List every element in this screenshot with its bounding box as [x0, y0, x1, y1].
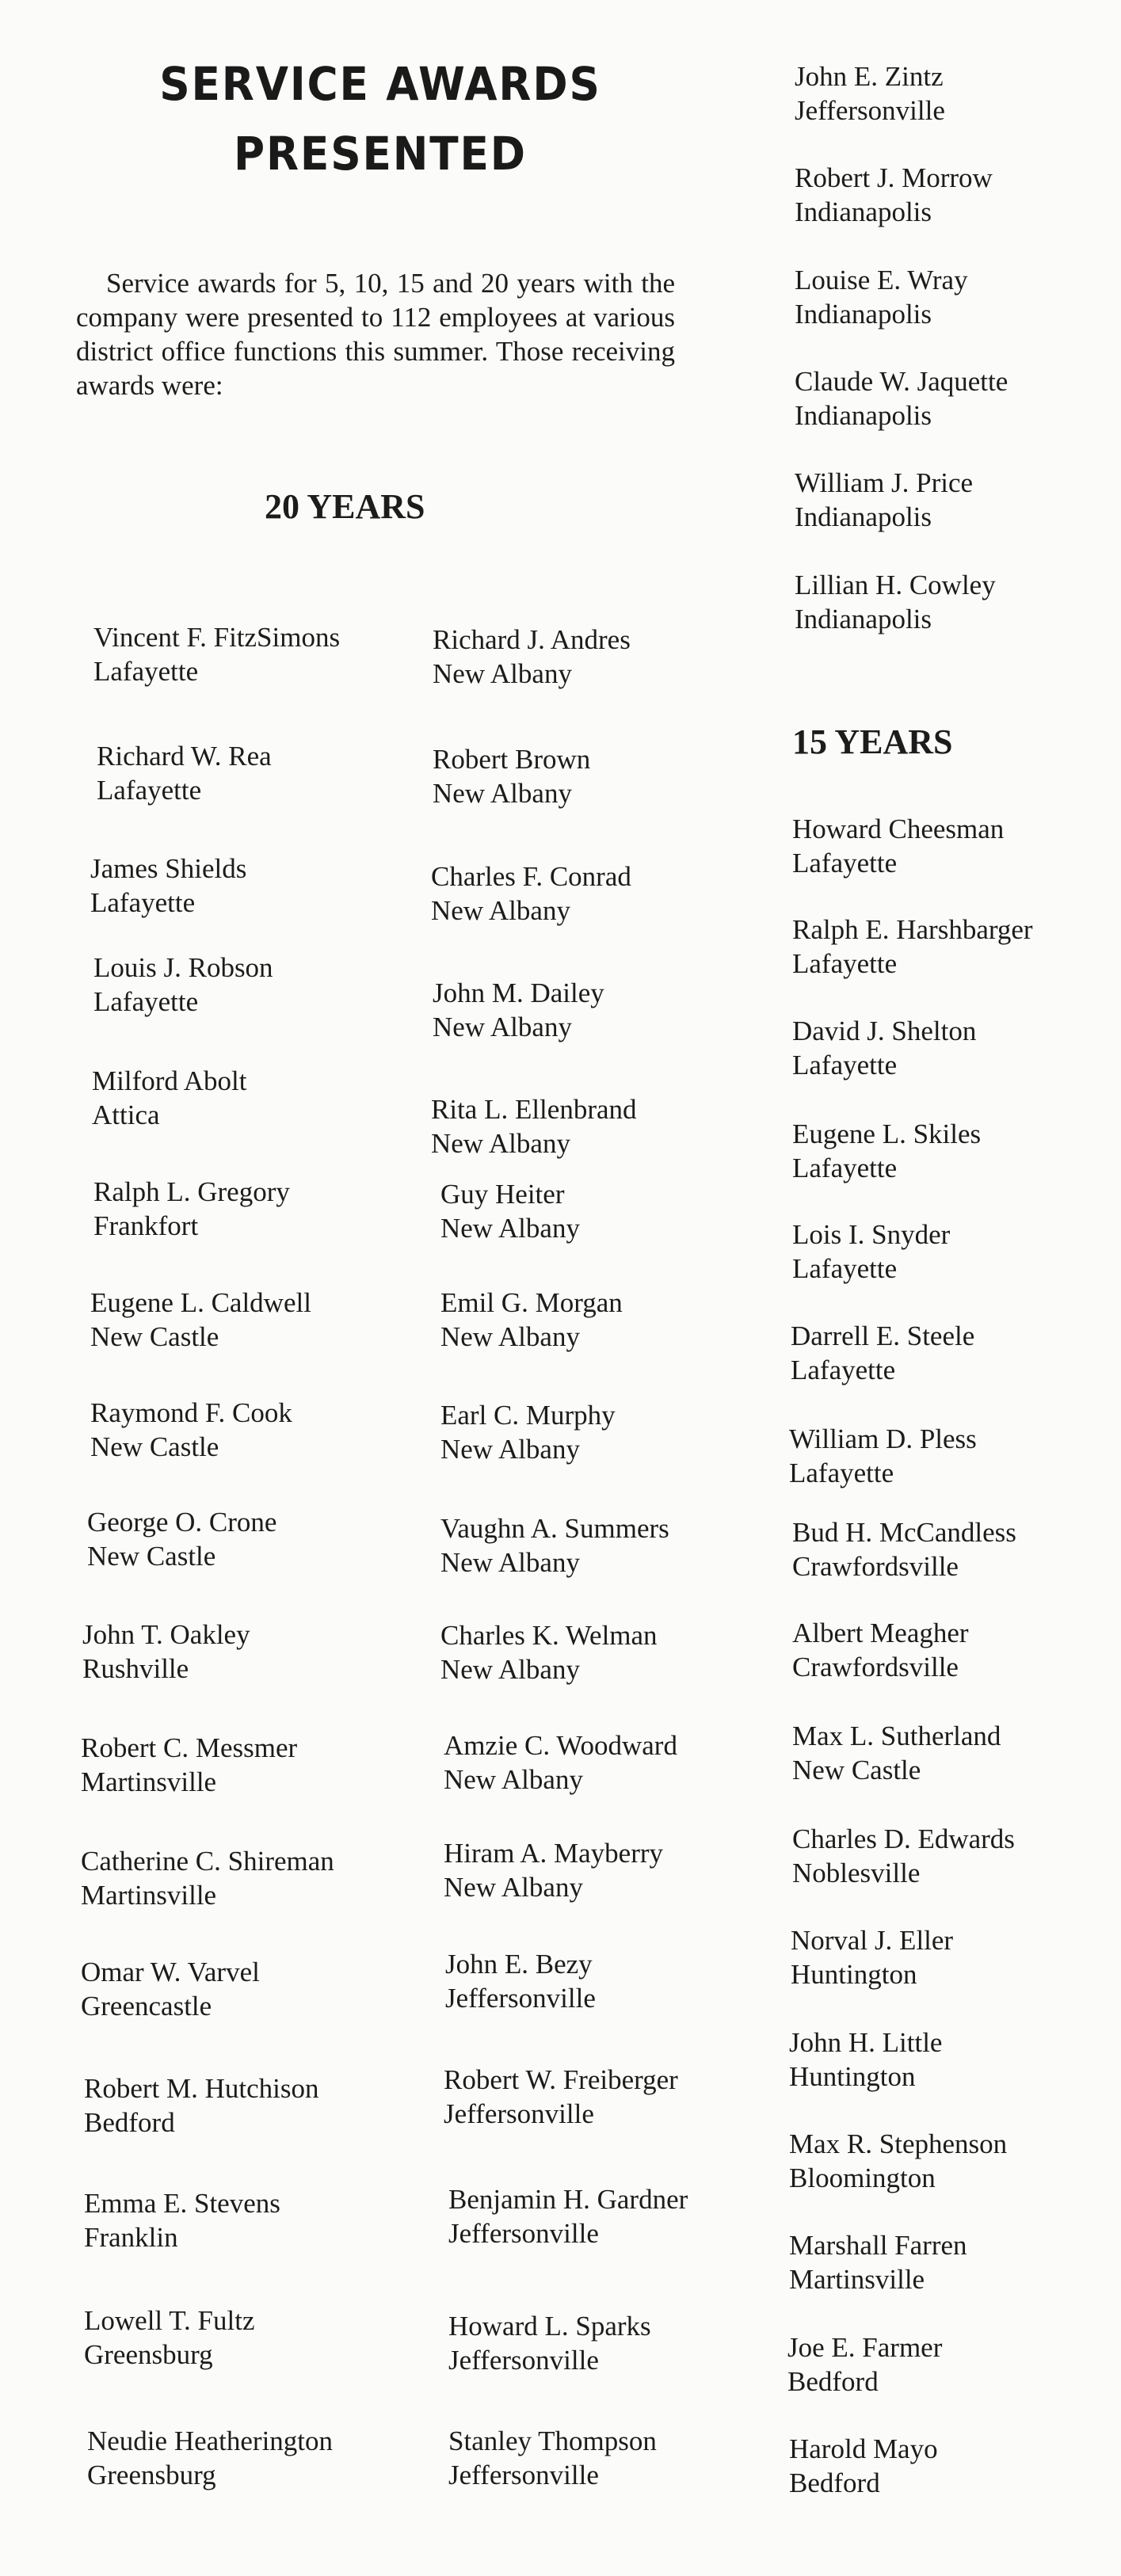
page-title: [63, 49, 697, 189]
awardee-entry: [789, 2228, 967, 2296]
awardee-entry: [791, 1923, 953, 1991]
awardee-entry: [431, 1092, 637, 1160]
awardee-name: John H. Little: [789, 2027, 943, 2058]
awardee-city: Lafayette: [97, 775, 202, 806]
awardee-city: Lafayette: [792, 1253, 898, 1284]
awardee-entry: [433, 742, 590, 810]
awardee-name: Howard L. Sparks: [448, 2311, 651, 2342]
awardee-entry: [440, 1398, 616, 1466]
awardee-name: Richard W. Rea: [97, 741, 272, 772]
awardee-name: Charles K. Welman: [440, 1620, 658, 1651]
awardee-name: Harold Mayo: [789, 2433, 938, 2464]
awardee-city: Indianapolis: [795, 400, 932, 431]
awardee-entry: [795, 568, 996, 636]
awardee-entry: [84, 2186, 280, 2254]
awardee-name: Stanley Thompson: [448, 2425, 657, 2456]
awardee-city: Lafayette: [90, 887, 196, 918]
awardee-name: Hiram A. Mayberry: [444, 1838, 664, 1869]
awardee-city: New Albany: [440, 1434, 580, 1465]
awardee-name: Raymond F. Cook: [90, 1397, 292, 1428]
awardee-city: Greencastle: [81, 1991, 212, 2022]
awardee-city: Lafayette: [791, 1355, 896, 1385]
awardee-city: Crawfordsville: [792, 1551, 959, 1582]
awardee-entry: [444, 2063, 678, 2131]
awardee-name: Robert C. Messmer: [81, 1732, 298, 1763]
awardee-city: New Albany: [440, 1213, 580, 1244]
awardee-entry: [433, 623, 631, 691]
awardee-city: New Castle: [90, 1321, 219, 1352]
awardee-entry: [87, 2424, 333, 2492]
awardee-name: James Shields: [90, 853, 247, 884]
awardee-name: Max R. Stephenson: [789, 2128, 1008, 2159]
awardee-name: Rita L. Ellenbrand: [431, 1094, 637, 1125]
awardee-entry: [433, 976, 604, 1044]
awardee-entry: [791, 1319, 974, 1387]
awardee-entry: [789, 1422, 977, 1490]
awardee-city: Indianapolis: [795, 501, 932, 532]
awardee-name: Charles F. Conrad: [431, 861, 631, 892]
awardee-name: Norval J. Eller: [791, 1925, 954, 1956]
awardee-city: Greensburg: [87, 2460, 216, 2490]
awardee-name: Vincent F. FitzSimons: [93, 622, 341, 653]
awardee-entry: [789, 2025, 942, 2094]
awardee-city: New Albany: [440, 1654, 580, 1685]
awardee-entry: [792, 812, 1004, 880]
awardee-city: Lafayette: [93, 656, 199, 687]
awardee-entry: [792, 1117, 981, 1185]
awardee-name: Lillian H. Cowley: [795, 570, 996, 600]
awardee-entry: [792, 1515, 1016, 1583]
awardee-entry: [440, 1286, 623, 1354]
awardee-entry: [440, 1618, 658, 1686]
awardee-city: Lafayette: [93, 986, 199, 1017]
awardee-name: Darrell E. Steele: [791, 1320, 975, 1351]
awardee-entry: [84, 2304, 255, 2372]
awardee-name: Vaughn A. Summers: [440, 1513, 669, 1544]
awardee-name: Benjamin H. Gardner: [448, 2184, 688, 2215]
awardee-entry: [81, 1844, 334, 1912]
awardee-city: New Albany: [433, 1012, 572, 1042]
awardee-name: Louis J. Robson: [93, 952, 273, 983]
awardee-city: Greensburg: [84, 2339, 213, 2370]
title-line-2: PRESENTED: [234, 127, 527, 181]
awardee-name: John T. Oakley: [82, 1619, 250, 1650]
awardee-entry: [795, 263, 968, 331]
awardee-city: Crawfordsville: [792, 1652, 959, 1682]
awardee-entry: [81, 1731, 297, 1799]
awardee-name: Robert Brown: [433, 744, 591, 775]
awardee-city: Jeffersonville: [448, 2345, 599, 2376]
awardee-entry: [792, 1719, 1001, 1787]
awardee-name: Ralph E. Harshbarger: [792, 914, 1033, 945]
awardee-name: Eugene L. Caldwell: [90, 1287, 311, 1318]
awardee-entry: [448, 2309, 651, 2377]
heading-15-years: 15 YEARS: [792, 722, 953, 761]
awardee-city: Huntington: [789, 2061, 916, 2092]
awardee-name: Catherine C. Shireman: [81, 1846, 334, 1877]
awardee-city: Attica: [92, 1099, 160, 1130]
awardee-entry: [445, 1947, 596, 2015]
awardee-entry: [792, 1822, 1015, 1890]
awardee-name: Earl C. Murphy: [440, 1400, 616, 1431]
awardee-city: Martinsville: [789, 2264, 925, 2295]
awardee-name: Marshall Farren: [789, 2230, 967, 2261]
awardee-name: William D. Pless: [789, 1423, 977, 1454]
awardee-entry: [97, 739, 272, 807]
awardee-city: New Albany: [440, 1547, 580, 1578]
awardee-entry: [792, 913, 1033, 981]
awardee-city: Lafayette: [792, 948, 898, 979]
awardee-entry: [789, 2127, 1007, 2195]
awardee-city: New Albany: [444, 1872, 583, 1903]
awardee-city: Huntington: [791, 1959, 917, 1990]
awardee-name: David J. Shelton: [792, 1016, 977, 1046]
awardee-city: Jeffersonville: [795, 95, 945, 126]
awardee-name: Omar W. Varvel: [81, 1957, 260, 1987]
awardee-name: Louise E. Wray: [795, 265, 968, 295]
awardee-name: Ralph L. Gregory: [93, 1176, 290, 1207]
awardee-city: Indianapolis: [795, 299, 932, 330]
awardee-name: Milford Abolt: [92, 1065, 247, 1096]
awardee-entry: [93, 1175, 290, 1243]
awardee-name: John E. Bezy: [445, 1949, 593, 1980]
awardee-name: Joe E. Farmer: [787, 2332, 943, 2363]
awardee-entry: [792, 1218, 950, 1286]
awardee-entry: [81, 1955, 260, 2023]
awardee-city: Bedford: [84, 2107, 175, 2138]
awardee-city: Bloomington: [789, 2163, 936, 2193]
awardee-name: Richard J. Andres: [433, 624, 631, 655]
awardee-entry: [82, 1618, 250, 1686]
awardee-city: New Albany: [433, 778, 572, 809]
awardee-city: Jeffersonville: [445, 1983, 596, 2014]
awardee-city: New Albany: [431, 895, 570, 926]
awardee-entry: [448, 2424, 657, 2492]
awardee-city: Bedford: [787, 2366, 879, 2397]
awardee-entry: [795, 59, 945, 128]
awardee-city: Franklin: [84, 2222, 178, 2253]
awardee-entry: [792, 1014, 976, 1082]
awardee-entry: [440, 1511, 669, 1580]
awardee-city: New Albany: [433, 658, 572, 689]
awardee-entry: [440, 1177, 580, 1245]
awardee-name: Albert Meagher: [792, 1618, 969, 1648]
awardee-entry: [87, 1505, 276, 1573]
awardee-name: Bud H. McCandless: [792, 1517, 1016, 1548]
awardee-name: William J. Price: [795, 467, 974, 498]
awardee-city: Martinsville: [81, 1766, 217, 1797]
awardee-city: Rushville: [82, 1653, 189, 1684]
awardee-entry: [448, 2182, 688, 2250]
awardee-city: Jeffersonville: [444, 2098, 594, 2129]
awardee-city: New Albany: [431, 1128, 570, 1159]
awardee-name: Robert M. Hutchison: [84, 2073, 319, 2104]
awardee-name: Lowell T. Fultz: [84, 2305, 255, 2336]
title-line-1: SERVICE AWARDS: [159, 57, 601, 111]
intro-paragraph: Service awards for 5, 10, 15 and 20 years with the company were presented to 112 employees at various district office functions this summer. Those receiving awards were:: [76, 268, 675, 401]
awardee-name: John M. Dailey: [433, 977, 604, 1008]
awardee-entry: [90, 852, 246, 920]
awardee-name: Robert J. Morrow: [795, 162, 993, 193]
awardee-name: Eugene L. Skiles: [792, 1118, 982, 1149]
awardee-name: Lois I. Snyder: [792, 1219, 951, 1250]
awardee-entry: [444, 1836, 663, 1904]
awardee-name: Guy Heiter: [440, 1179, 565, 1210]
awardee-city: Bedford: [789, 2467, 880, 2498]
awardee-city: Lafayette: [792, 1153, 898, 1183]
awardee-name: Robert W. Freiberger: [444, 2064, 678, 2095]
awardee-city: New Albany: [444, 1764, 583, 1795]
awardee-entry: [90, 1396, 292, 1464]
awardee-entry: [93, 951, 273, 1019]
heading-20-years: 20 YEARS: [265, 487, 425, 526]
awardee-entry: [795, 364, 1008, 433]
awardee-city: Indianapolis: [795, 604, 932, 634]
awardee-entry: [795, 466, 973, 534]
awardee-entry: [792, 1616, 969, 1684]
awardee-city: Indianapolis: [795, 196, 932, 227]
awardee-name: Max L. Sutherland: [792, 1721, 1001, 1751]
awardee-city: Noblesville: [792, 1858, 921, 1888]
awardee-name: George O. Crone: [87, 1507, 277, 1538]
awardee-city: New Castle: [90, 1431, 219, 1462]
awardee-entry: [789, 2432, 938, 2500]
awardee-city: Lafayette: [792, 848, 898, 878]
awardee-city: Frankfort: [93, 1210, 199, 1241]
awardee-city: Jeffersonville: [448, 2460, 599, 2490]
awardee-entry: [787, 2330, 942, 2399]
awardee-name: Charles D. Edwards: [792, 1823, 1015, 1854]
awardee-entry: [84, 2071, 319, 2140]
awardee-name: Emil G. Morgan: [440, 1287, 623, 1318]
awardee-city: Lafayette: [792, 1050, 898, 1080]
awardee-city: Lafayette: [789, 1458, 894, 1488]
awardee-name: Emma E. Stevens: [84, 2188, 280, 2219]
awardee-entry: [795, 161, 993, 229]
awardee-entry: [90, 1286, 311, 1354]
awardee-city: New Albany: [440, 1321, 580, 1352]
awardee-name: Claude W. Jaquette: [795, 366, 1009, 397]
awardee-entry: [93, 620, 340, 688]
awardee-city: New Castle: [87, 1541, 216, 1572]
awardee-name: Neudie Heatherington: [87, 2425, 334, 2456]
awardee-entry: [444, 1728, 677, 1797]
awardee-city: Jeffersonville: [448, 2218, 599, 2249]
awardee-entry: [92, 1064, 246, 1132]
awardee-city: New Castle: [792, 1755, 921, 1785]
awardee-name: Amzie C. Woodward: [444, 1730, 677, 1761]
awardee-entry: [431, 859, 631, 928]
awardee-name: Howard Cheesman: [792, 814, 1005, 844]
awardee-name: John E. Zintz: [795, 61, 944, 92]
awardee-city: Martinsville: [81, 1880, 217, 1911]
